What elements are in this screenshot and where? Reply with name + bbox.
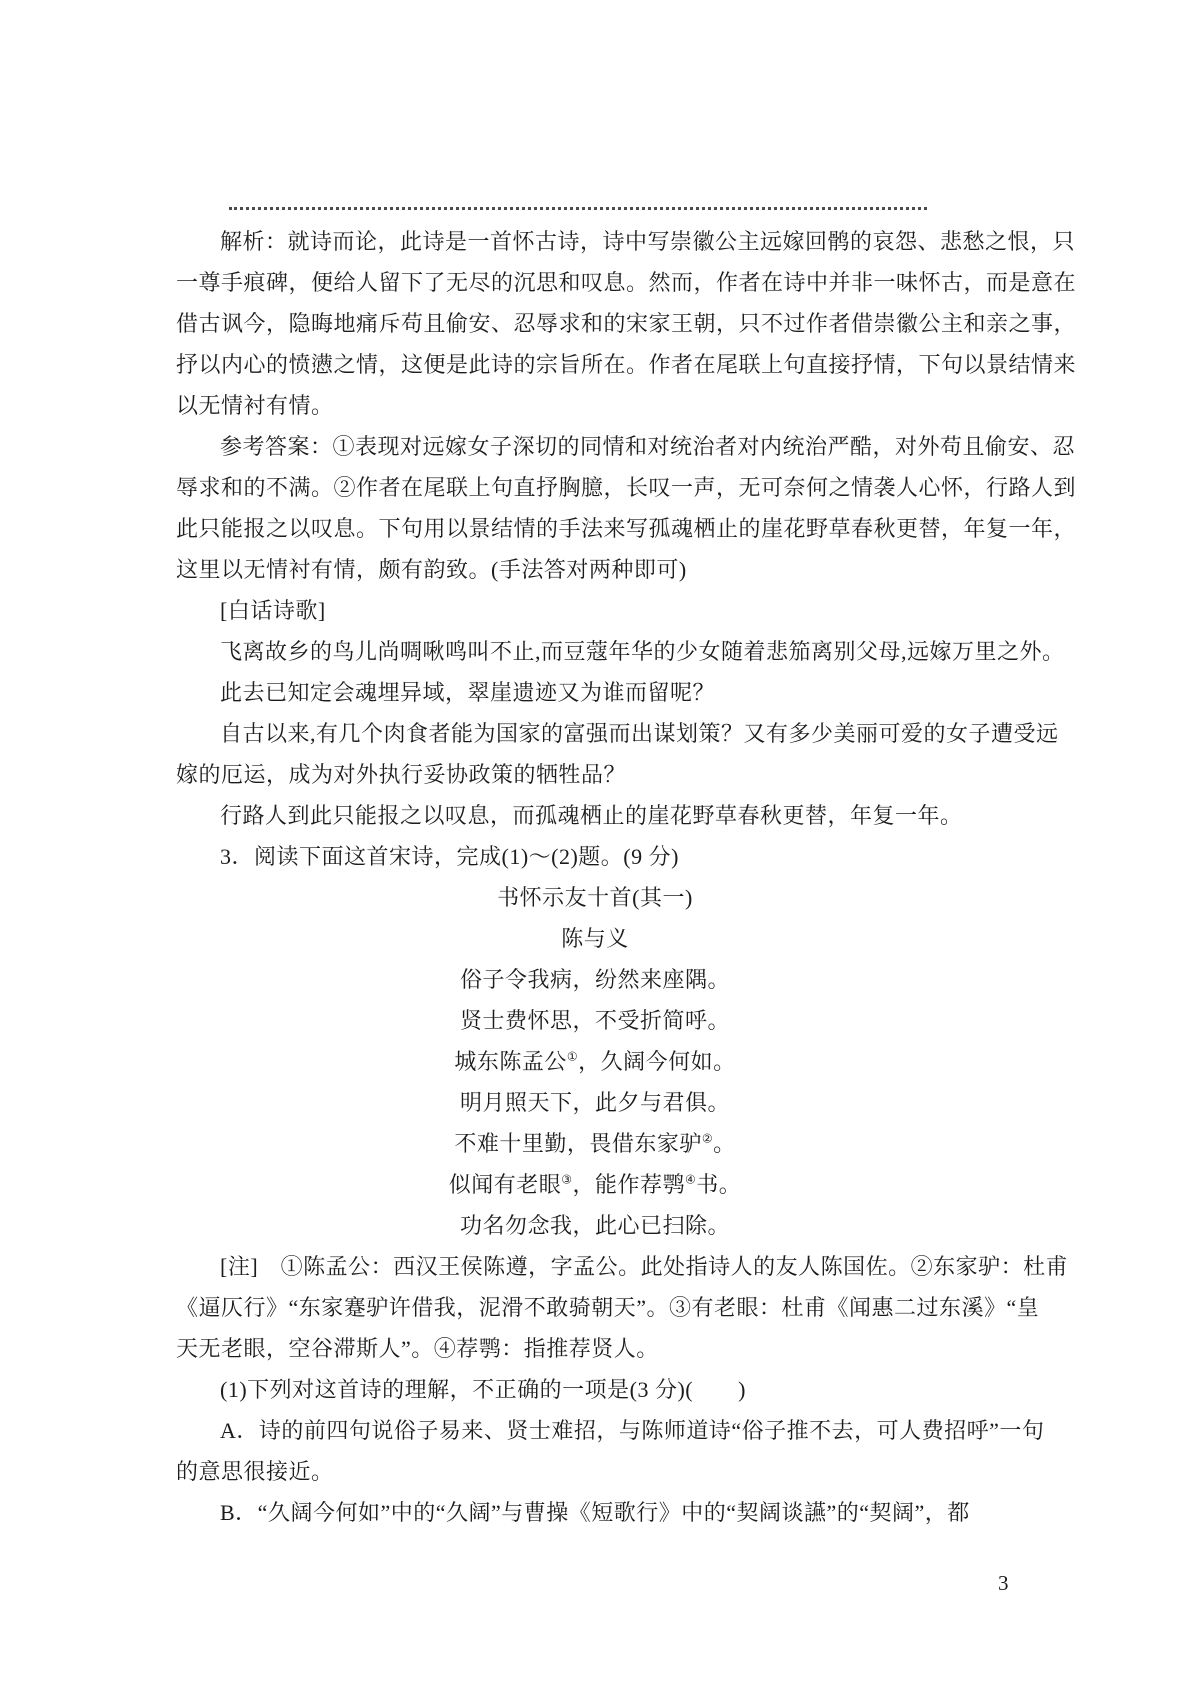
reference-answer-line: 辱求和的不满。②作者在尾联上句直抒胸臆，长叹一声，无可奈何之情袭人心怀，行路人到 <box>176 475 1077 500</box>
vernacular-line: 飞离故乡的鸟儿尚啁啾鸣叫不止,而豆蔻年华的少女随着悲笳离别父母,远嫁万里之外。 <box>220 639 1065 664</box>
option-a-line: 的意思很接近。 <box>176 1459 334 1484</box>
analysis-line: 借古讽今，隐晦地痛斥苟且偷安、忍辱求和的宋家王朝，只不过作者借崇徽公主和亲之事， <box>176 311 1077 336</box>
option-a-line: A．诗的前四句说俗子易来、贤士难招，与陈师道诗“俗子推不去，可人费招呼”一句 <box>220 1418 1045 1443</box>
verse-text: 不难十里勤，畏借东家驴 <box>454 1131 702 1156</box>
verse-text: 俗子令我病，纷然来座隅。 <box>459 967 730 992</box>
footnote-marker: ① <box>566 1049 579 1064</box>
poem-author: 陈与义 <box>561 926 629 951</box>
poem-verse <box>176 1082 1014 1123</box>
vernacular-line: 行路人到此只能报之以叹息，而孤魂栖止的崖花野草春秋更替，年复一年。 <box>220 803 963 828</box>
analysis-line: 解析：就诗而论，此诗是一首怀古诗，诗中写崇徽公主远嫁回鹘的哀怨、悲愁之恨，只 <box>220 229 1076 254</box>
poem-verse <box>176 1164 1014 1205</box>
analysis-line: 以无情衬有情。 <box>176 393 334 418</box>
verse-text: ，久阔今何如。 <box>578 1049 736 1074</box>
verse-text: 明月照天下，此夕与君俱。 <box>459 1090 730 1115</box>
verse-text: ，能作荐鹗 <box>572 1172 685 1197</box>
analysis-line: 抒以内心的愤懑之情，这便是此诗的宗旨所在。作者在尾联上句直接抒情，下句以景结情来 <box>176 352 1077 377</box>
vernacular-line: 此去已知定会魂埋异域，翠崖遗迹又为谁而留呢？ <box>220 680 716 705</box>
document-content <box>176 221 1077 1533</box>
poem-verse <box>176 1123 1014 1164</box>
poem-note-line: [注] ①陈孟公：西汉王侯陈遵，字孟公。此处指诗人的友人陈国佐。②东家驴：杜甫 <box>220 1254 1069 1279</box>
verse-text: 似闻有老眼 <box>448 1172 562 1197</box>
dotted-separator <box>229 207 927 210</box>
page-number: 3 <box>998 1571 1009 1595</box>
verse-text: 。 <box>713 1131 736 1156</box>
sub-question-1-stem: (1)下列对这首诗的理解，不正确的一项是(3 分)( ) <box>220 1377 746 1402</box>
analysis-line: 一尊手痕碑，便给人留下了无尽的沉思和叹息。然而，作者在诗中并非一味怀古，而是意在 <box>176 270 1077 295</box>
reference-answer-line: 参考答案：①表现对远嫁女子深切的同情和对统治者对内统治严酷，对外苟且偷安、忍 <box>220 434 1076 459</box>
poem-note-line: 《逼仄行》“东家蹇驴许借我，泥滑不敢骑朝天”。③有老眼：杜甫《闻惠二过东溪》“皇 <box>176 1295 1040 1320</box>
vernacular-heading: [白话诗歌] <box>220 598 326 623</box>
verse-text: 城东陈孟公 <box>454 1049 567 1074</box>
poem-verse <box>176 959 1014 1000</box>
reference-answer-line: 这里以无情衬有情，颇有韵致。(手法答对两种即可) <box>176 557 687 582</box>
poem-note-line: 天无老眼，空谷滞斯人”。④荐鹗：指推荐贤人。 <box>176 1336 659 1361</box>
reference-answer-line: 此只能报之以叹息。下句用以景结情的手法来写孤魂栖止的崖花野草春秋更替，年复一年， <box>176 516 1077 541</box>
footnote-marker: ② <box>701 1131 714 1146</box>
poem-title: 书怀示友十首(其一) <box>497 885 693 910</box>
verse-text: 功名勿念我，此心已扫除。 <box>459 1213 730 1238</box>
poem-verse <box>176 1205 1014 1246</box>
verse-text: 书。 <box>696 1172 742 1197</box>
poem-verse <box>176 1041 1014 1082</box>
vernacular-line: 自古以来,有几个肉食者能为国家的富强而出谋划策？又有多少美丽可爱的女子遭受远 <box>220 721 1059 746</box>
poem-verse <box>176 1000 1014 1041</box>
footnote-marker: ④ <box>685 1172 697 1187</box>
option-b-line: B．“久阔今何如”中的“久阔”与曹操《短歌行》中的“契阔谈讌”的“契阔”，都 <box>220 1500 970 1525</box>
footnote-marker: ③ <box>561 1172 573 1187</box>
verse-text: 贤士费怀思，不受折简呼。 <box>459 1008 730 1033</box>
vernacular-line: 嫁的厄运，成为对外执行妥协政策的牺牲品？ <box>176 762 627 787</box>
question-3-stem: 3．阅读下面这首宋诗，完成(1)～(2)题。(9 分) <box>220 844 679 869</box>
